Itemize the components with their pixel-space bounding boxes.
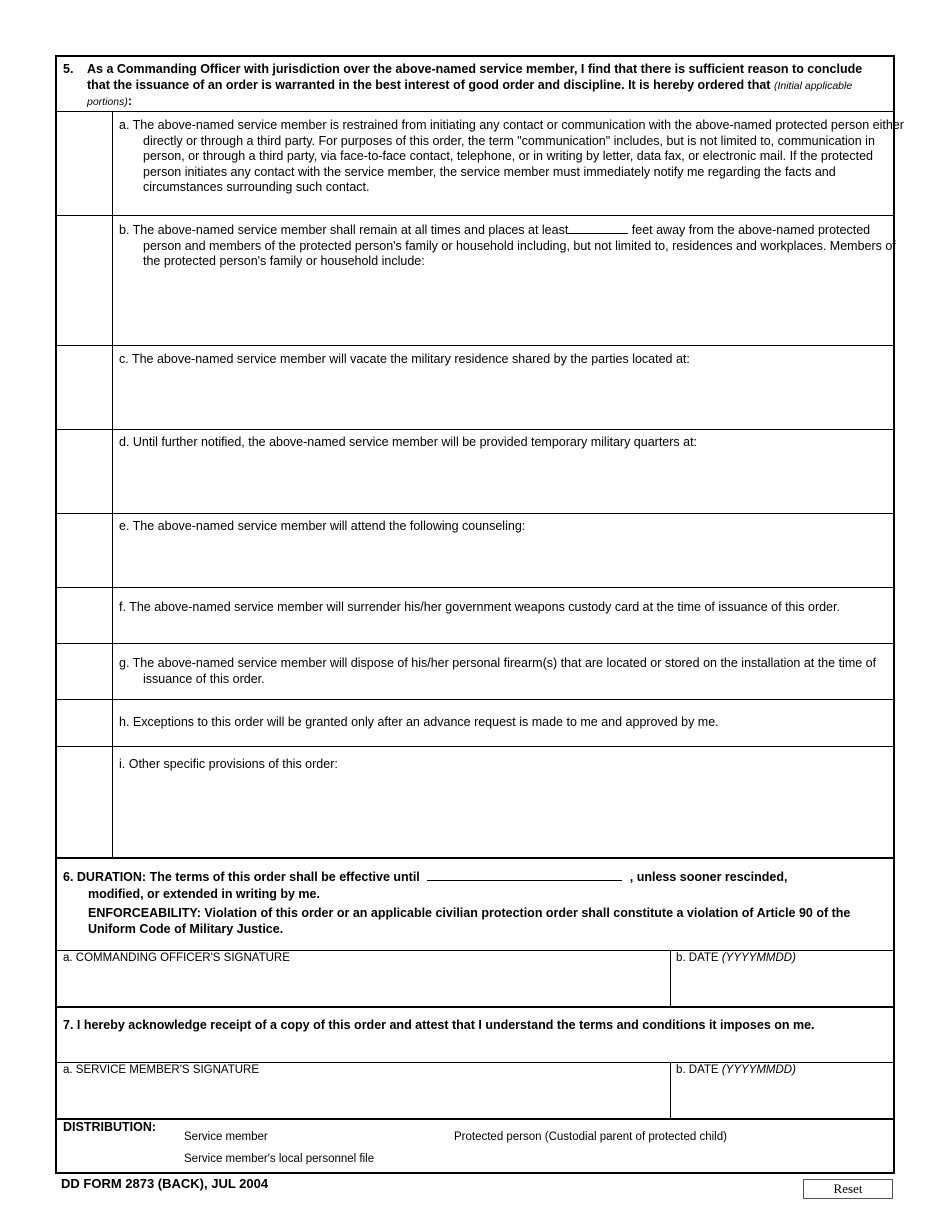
item-b-text [119,221,905,270]
reset-button[interactable]: Reset [803,1179,893,1199]
section-5-intro-note: (Initial applicable portions) [87,79,853,108]
duration-date-field[interactable] [427,868,622,881]
item-g-text: g. The above-named service member will dispose of his/her personal firearm(s) that are located or stored on the installation at the time of issuance of this order. [119,656,877,686]
form-page [55,55,904,1174]
enforceability-text: ENFORCEABILITY: Violation of this order or an applicable civilian protection order shall constitute a violation of Article 90 of the Uniform Code of Military Justice. [88,906,851,936]
initial-box-g[interactable] [57,644,113,699]
item-i-text: i. Other specific provisions of this order: [119,757,338,771]
sm-date-label-text: b. DATE [676,1064,719,1076]
section-6-duration [63,868,887,886]
co-date-format: (YYYYMMDD) [721,952,796,964]
initial-box-c[interactable] [57,346,113,429]
section-5-intro-colon: : [127,94,133,108]
distribution-personnel-file: Service member's local personnel file [184,1153,375,1165]
initial-box-h[interactable] [57,700,113,746]
duration-line-2: modified, or extended in writing by me. [88,887,320,901]
co-signature-label: a. COMMANDING OFFICER'S SIGNATURE [63,952,290,964]
distribution-service-member: Service member [184,1131,268,1143]
distribution-label: DISTRIBUTION: [63,1120,157,1134]
item-b-post: feet away from the above-named protected person and members of the protected person's family or household including, but not limited to, residences and workplaces. Members of the protected person's family or household include: [143,223,896,268]
item-f-text: f. The above-named service member will surrender his/her government weapons custody card at the time of issuance of this order. [119,600,840,614]
initial-box-i[interactable] [57,747,113,857]
section-7-acknowledgment: 7. I hereby acknowledge receipt of a copy of this order and attest that I understand the terms and conditions it imposes on me. [63,1018,815,1032]
item-e-text: e. The above-named service member will attend the following counseling: [119,519,526,533]
item-d-text: d. Until further notified, the above-named service member will be provided temporary military quarters at: [119,435,698,449]
section-5-intro [63,62,885,111]
initial-box-f[interactable] [57,588,113,643]
initial-box-d[interactable] [57,430,113,513]
sm-signature-field[interactable] [57,1063,670,1118]
section-5-intro-text: As a Commanding Officer with jurisdiction over the above-named service member, I find that there is sufficient reason to conclude that the issuance of an order is warranted in the best interest of good order and discipline. It is hereby ordered that [87,62,863,92]
item-h-text: h. Exceptions to this order will be granted only after an advance request is made to me and approved by me. [119,715,719,729]
duration-post: , unless sooner rescinded, [629,870,788,884]
co-signature-field[interactable] [57,951,670,1006]
item-c-text: c. The above-named service member will vacate the military residence shared by the parties located at: [119,352,690,366]
item-a-text: a. The above-named service member is restrained from initiating any contact or communication with the above-named protected person either directly or through a third party. For purposes of this order, the term "communication" includes, but is not limited to, communication in person, or through a third party, via face-to-face contact, telephone, or in writing by letter, data fax, or electronic mail. If the protected person initiates any contact with the service member, the service member must immediately notify me regarding the facts and circumstances surrounding such contact. [119,118,904,194]
sm-signature-label: a. SERVICE MEMBER'S SIGNATURE [63,1064,260,1076]
initial-box-a[interactable] [57,112,113,215]
sm-date-field[interactable] [671,1063,893,1118]
form-identifier: DD FORM 2873 (BACK), JUL 2004 [61,1176,269,1191]
co-date-label-text: b. DATE [676,952,719,964]
section-5-number: 5. [63,62,74,76]
initial-box-b[interactable] [57,216,113,345]
duration-label: 6. DURATION: The terms of this order shall be effective until [63,870,420,884]
co-date-field[interactable] [671,951,893,1006]
distance-feet-field[interactable] [568,221,628,234]
initial-box-e[interactable] [57,514,113,587]
item-b-pre: b. The above-named service member shall remain at all times and places at least [119,223,569,237]
distribution-protected-person: Protected person (Custodial parent of protected child) [454,1131,727,1143]
sm-date-format: (YYYYMMDD) [721,1064,796,1076]
